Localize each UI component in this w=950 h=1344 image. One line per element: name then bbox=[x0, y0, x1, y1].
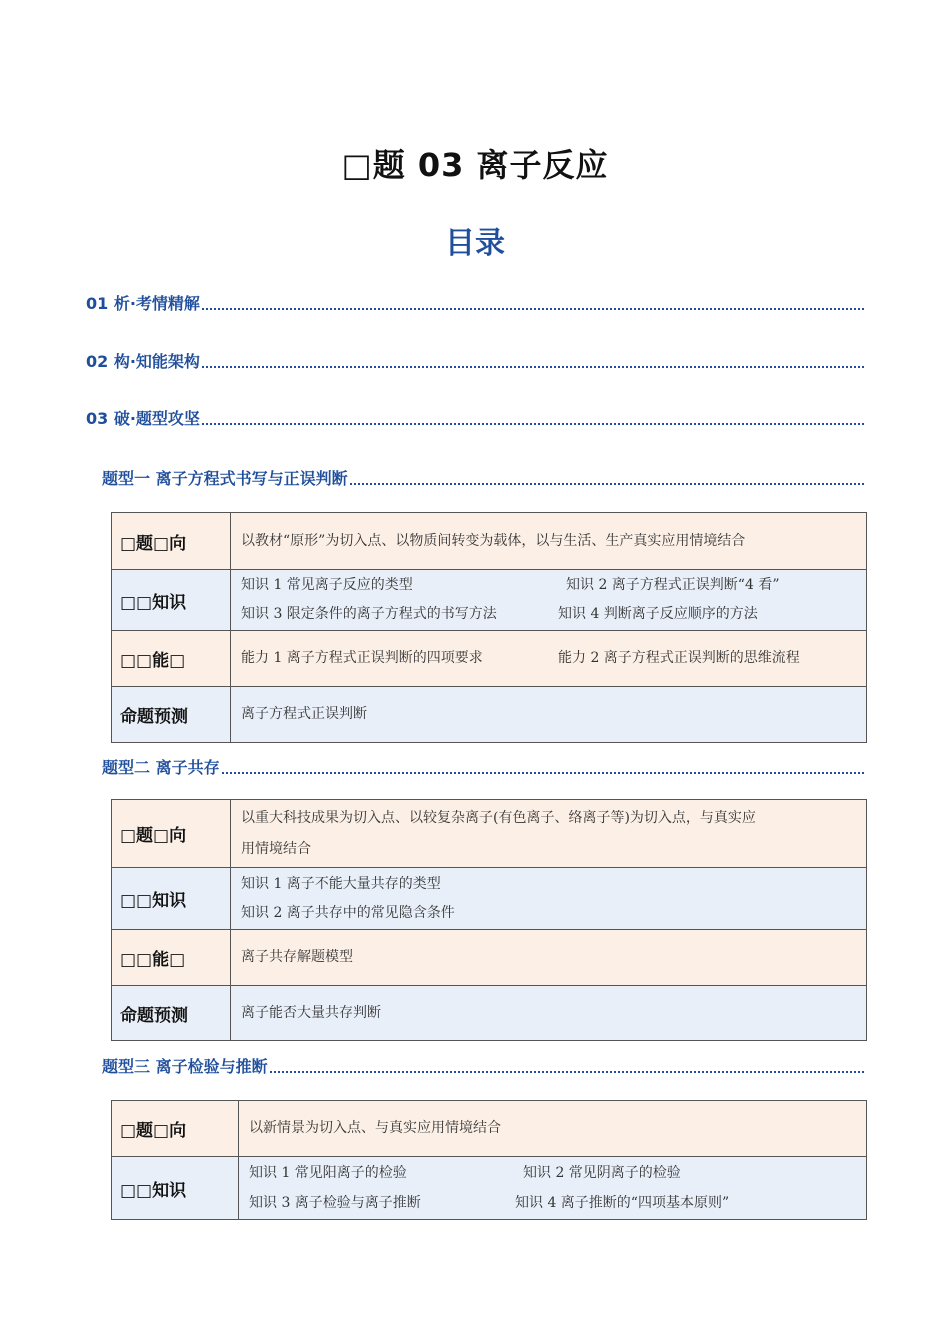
row-label: □□知识 bbox=[112, 868, 231, 930]
content-line bbox=[249, 1188, 856, 1218]
toc-entry-structure[interactable] bbox=[86, 348, 864, 372]
table-row bbox=[112, 513, 867, 570]
content-item: 知识 1 常见阳离子的检验 bbox=[249, 1165, 407, 1181]
section-heading: 题型二 离子共存 bbox=[102, 758, 220, 777]
content-line: 以教材“原形”为切入点、以物质间转变为载体，以与生活、生产真实应用情境结合 bbox=[241, 532, 746, 549]
row-label: □□能□ bbox=[112, 631, 231, 687]
content-line: 离子能否大量共存判断 bbox=[241, 1004, 381, 1021]
content-item: 能力 2 离子方程式正误判断的思维流程 bbox=[558, 650, 800, 666]
row-content bbox=[231, 513, 867, 570]
toc-leader bbox=[202, 366, 864, 368]
content-line: 知识 1 离子不能大量共存的类型 bbox=[241, 875, 441, 892]
toc-section-1[interactable] bbox=[102, 465, 864, 489]
toc-leader bbox=[222, 772, 864, 774]
row-label: 命题预测 bbox=[112, 986, 231, 1041]
row-label: □题□向 bbox=[112, 800, 231, 868]
table-row bbox=[112, 1101, 867, 1157]
section-heading: 题型一 离子方程式书写与正误判断 bbox=[102, 469, 348, 488]
content-item: 知识 2 离子方程式正误判断“4 看” bbox=[566, 577, 780, 593]
toc-heading: 目录 bbox=[445, 226, 505, 261]
table-row bbox=[112, 687, 867, 743]
row-content bbox=[231, 868, 867, 930]
section-heading: 题型三 离子检验与推断 bbox=[102, 1057, 268, 1076]
toc-entry-label: 02 构·知能架构 bbox=[86, 352, 200, 371]
document-title: □题 03 离子反应 bbox=[341, 146, 609, 184]
row-content bbox=[231, 570, 867, 631]
content-line: 知识 2 离子共存中的常见隐含条件 bbox=[241, 904, 455, 921]
row-content bbox=[231, 687, 867, 743]
content-line: 用情境结合 bbox=[241, 840, 311, 857]
row-content bbox=[231, 930, 867, 986]
section-2-table bbox=[111, 799, 867, 1041]
row-label: □□知识 bbox=[112, 1157, 239, 1220]
content-line bbox=[249, 1158, 856, 1188]
row-content bbox=[231, 800, 867, 868]
row-label: □题□向 bbox=[112, 513, 231, 570]
content-item: 知识 1 常见离子反应的类型 bbox=[241, 577, 413, 593]
content-item: 知识 3 离子检验与离子推断 bbox=[249, 1195, 421, 1211]
table-row bbox=[112, 868, 867, 930]
row-label: □题□向 bbox=[112, 1101, 239, 1157]
section-3-table bbox=[111, 1100, 867, 1220]
toc-leader bbox=[350, 483, 864, 485]
content-line: 离子共存解题模型 bbox=[241, 949, 353, 965]
table-row bbox=[112, 986, 867, 1041]
row-content bbox=[231, 986, 867, 1041]
table-row bbox=[112, 570, 867, 631]
toc-entry-analysis[interactable] bbox=[86, 290, 864, 314]
content-item: 知识 4 离子推断的“四项基本原则” bbox=[515, 1195, 730, 1211]
table-row bbox=[112, 800, 867, 868]
content-item: 能力 1 离子方程式正误判断的四项要求 bbox=[241, 650, 483, 666]
toc-section-2[interactable] bbox=[102, 754, 864, 778]
content-line: 以重大科技成果为切入点、以较复杂离子(有色离子、络离子等)为切入点，与真实应 bbox=[241, 809, 756, 826]
table-row bbox=[112, 930, 867, 986]
toc-entry-label: 03 破·题型攻坚 bbox=[86, 409, 200, 428]
content-line bbox=[241, 600, 856, 629]
content-line bbox=[241, 643, 856, 674]
row-label: □□能□ bbox=[112, 930, 231, 986]
content-line: 离子方程式正误判断 bbox=[241, 706, 367, 722]
content-item: 知识 2 常见阴离子的检验 bbox=[523, 1165, 681, 1181]
content-item: 知识 3 限定条件的离子方程式的书写方法 bbox=[241, 606, 497, 622]
toc-leader bbox=[202, 423, 864, 425]
content-item: 知识 4 判断离子反应顺序的方法 bbox=[558, 606, 758, 622]
table-row bbox=[112, 1157, 867, 1220]
toc-leader bbox=[202, 308, 864, 310]
content-line bbox=[241, 571, 856, 600]
table-row bbox=[112, 631, 867, 687]
row-label: 命题预测 bbox=[112, 687, 231, 743]
row-content bbox=[231, 631, 867, 687]
toc-entry-label: 01 析·考情精解 bbox=[86, 294, 200, 313]
toc-section-3[interactable] bbox=[102, 1053, 864, 1077]
content-line: 以新情景为切入点、与真实应用情境结合 bbox=[249, 1120, 501, 1136]
row-content bbox=[239, 1157, 867, 1220]
section-1-table bbox=[111, 512, 867, 743]
toc-leader bbox=[270, 1071, 864, 1073]
row-label: □□知识 bbox=[112, 570, 231, 631]
row-content bbox=[239, 1101, 867, 1157]
toc-entry-breakthrough[interactable] bbox=[86, 405, 864, 429]
